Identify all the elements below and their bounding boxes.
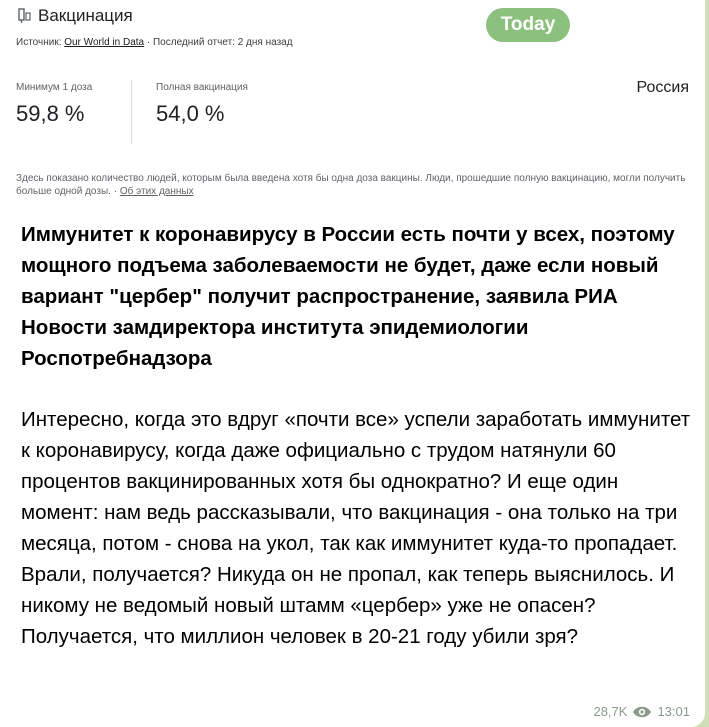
- message-headline: Иммунитет к коронавирусу в России есть почти у всех, поэтому мощного подъема заболеваемости не будет, даже если новый вариант "цербер" получит распространение, заявила РИА Новости замдиректора института эпидемиологии Роспотребнадзора: [21, 223, 675, 370]
- message-body: Интересно, когда это вдруг «почти все» успели заработать иммунитет к коронавирусу, когда даже официально с трудом натянули 60 процентов вакцинированных хотя бы однократно? И еще один момент: нам ведь рассказывали, что вакцинация - она только на три месяца, потом - снова на укол, так как иммунитет куда-то пропадает. Врали, получается? Никуда он не пропал, как теперь выяснилось. И никому не ведомый новый штамм «цербер» уже не опасен? Получается, что миллион человек в 20-21 году убили зря?: [21, 408, 691, 648]
- syringe-icon: [16, 8, 32, 24]
- about-data-link[interactable]: Об этих данных: [119, 186, 194, 197]
- message-time: 13:01: [657, 704, 690, 719]
- card-note: Здесь показано количество людей, которым была введена хотя бы одна доза вакцины. Люди, прошедшие полную вакцинацию, могли получить больше одной дозы. · Об этих данных: [16, 173, 686, 197]
- stat-divider: [131, 80, 132, 144]
- card-source: Источник: Our World in Data · Последний отчет: 2 дня назад: [16, 37, 293, 48]
- card-title-text: Вакцинация: [38, 6, 133, 25]
- stat-label: Минимум 1 доза: [16, 82, 93, 93]
- today-badge: Today: [486, 8, 570, 42]
- stat-full-vaccination: [156, 82, 248, 127]
- stat-value: 54,0 %: [156, 101, 225, 126]
- stat-min-one-dose: [16, 82, 92, 127]
- stat-label: Полная вакцинация: [156, 82, 248, 93]
- eye-icon: [632, 705, 652, 719]
- vaccination-card: [0, 0, 705, 205]
- stat-value: 59,8 %: [16, 101, 85, 126]
- view-count: 28,7K: [593, 704, 628, 719]
- card-title: [16, 6, 133, 26]
- country-label: Россия: [636, 79, 689, 96]
- source-link[interactable]: Our World in Data: [64, 37, 145, 48]
- message-meta: [593, 704, 690, 719]
